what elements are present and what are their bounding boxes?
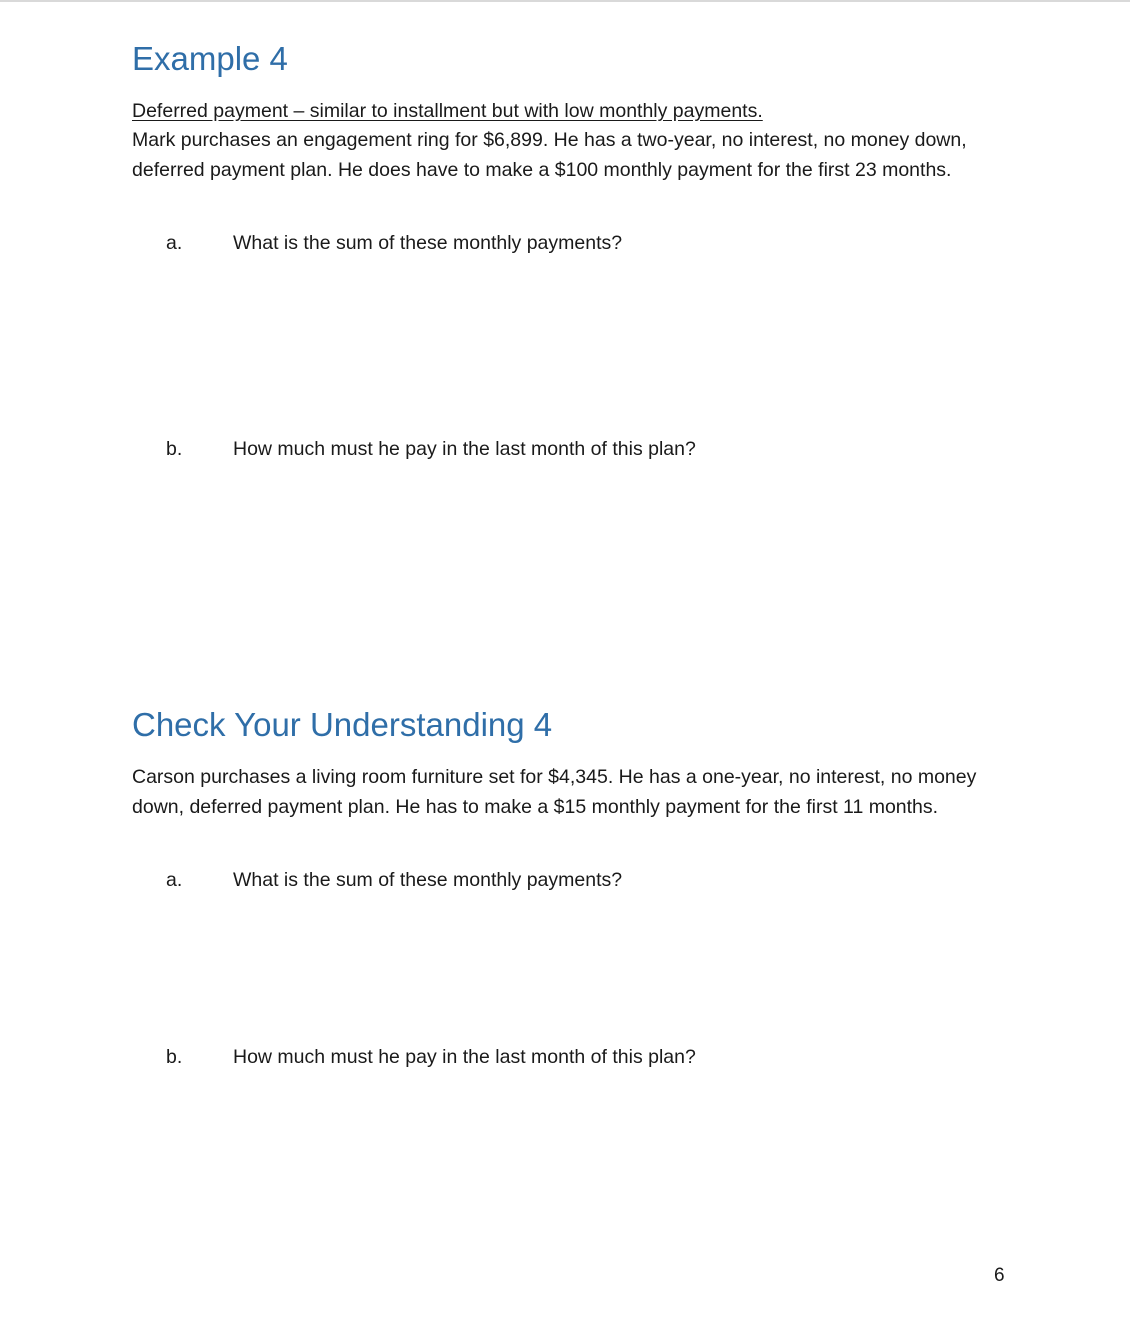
example-subtitle: Deferred payment – similar to installment but with low monthly payments. [132,100,763,122]
page-number: 6 [994,1265,1005,1286]
check-problem-text: Carson purchases a living room furniture set for $4,345. He has a one-year, no interest, no money down, deferred payment plan. He has to make a $15 monthly payment for the first 11 months. [132,766,977,818]
check-question-a-text: What is the sum of these monthly payments? [233,869,623,891]
check-heading: Check Your Understanding 4 [132,706,553,743]
example-problem-text: Mark purchases an engagement ring for $6,899. He has a two-year, no interest, no money down, deferred payment plan. He does have to make a $100 monthly payment for the first 23 months. [132,129,967,181]
example-heading: Example 4 [132,40,288,77]
check-question-b-text: How much must he pay in the last month of this plan? [233,1046,696,1068]
example-question-b-letter: b. [166,438,183,460]
check-question-a-letter: a. [166,869,183,891]
check-question-b-letter: b. [166,1046,183,1068]
page-top-border [0,0,1130,2]
example-question-b-text: How much must he pay in the last month of this plan? [233,438,696,460]
example-question-a-text: What is the sum of these monthly payments? [233,232,623,254]
example-question-a-letter: a. [166,232,183,254]
